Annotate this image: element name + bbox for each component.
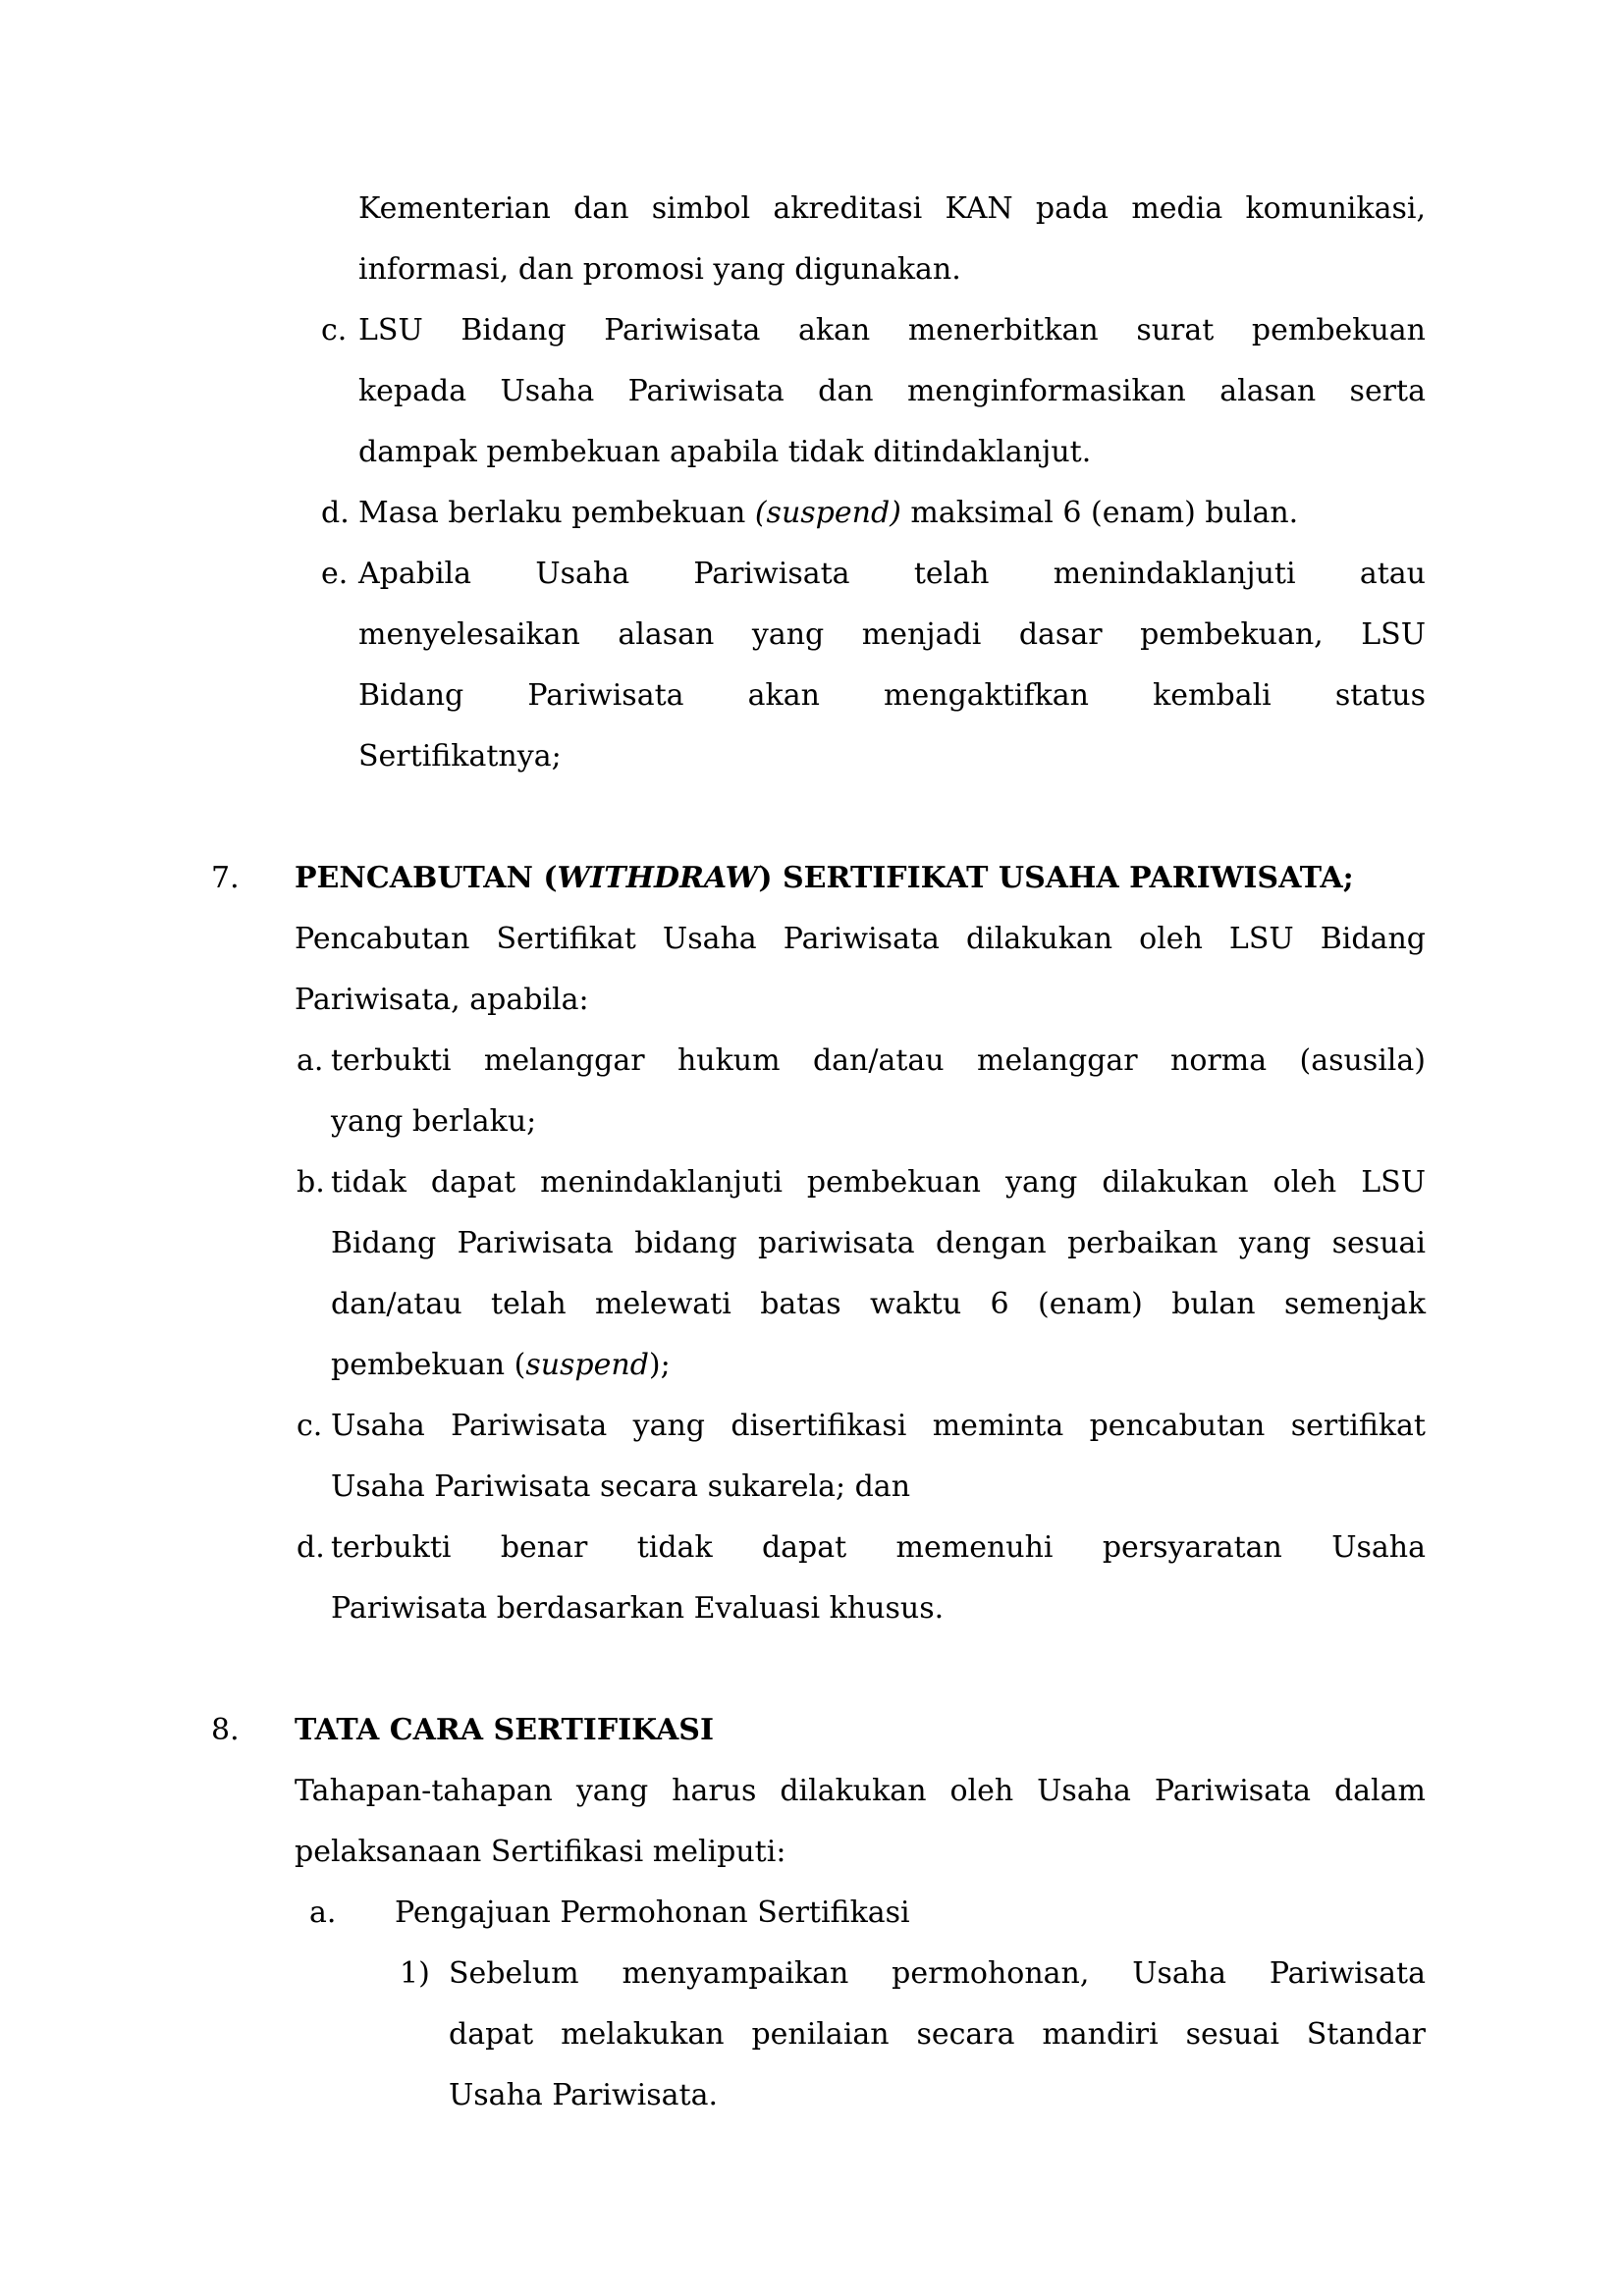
text-line xyxy=(358,300,1426,361)
text-segment: terbukti benar tidak dapat memenuhi persyaratan Usaha xyxy=(331,1530,1426,1565)
list-marker: d. xyxy=(297,1530,325,1565)
section-8-heading xyxy=(0,1700,1624,1761)
text-segment: Bidang Pariwisata akan mengaktifkan kembali status xyxy=(358,678,1426,713)
list-item-1 xyxy=(0,1944,1624,2126)
block-text xyxy=(295,1761,1426,1883)
text-line xyxy=(358,483,1426,544)
list-marker: a. xyxy=(309,1896,337,1930)
list-item-b xyxy=(0,1152,1624,1396)
text-line xyxy=(295,970,1426,1031)
text-line xyxy=(358,179,1426,240)
section-7-heading xyxy=(0,848,1624,909)
text-line xyxy=(331,1152,1426,1213)
list-item-d2 xyxy=(0,1518,1624,1639)
list-marker: d. xyxy=(321,496,350,530)
list-item-d xyxy=(0,483,1624,544)
text-line xyxy=(331,1213,1426,1274)
text-segment: Tahapan-tahapan yang harus dilakukan oleh Usaha Pariwisata dalam xyxy=(295,1774,1426,1808)
text-line xyxy=(358,361,1426,422)
text-line xyxy=(331,1092,1426,1152)
text-segment: Usaha Pariwisata yang disertifikasi meminta pencabutan sertifikat xyxy=(331,1409,1426,1443)
text-segment: Pencabutan Sertifikat Usaha Pariwisata dilakukan oleh LSU Bidang xyxy=(295,922,1426,956)
text-segment: informasi, dan promosi yang digunakan. xyxy=(358,252,961,287)
text-line xyxy=(395,1883,1426,1944)
text-segment: Sebelum menyampaikan permohonan, Usaha Pariwisata xyxy=(449,1956,1426,1991)
text-segment: ); xyxy=(648,1348,671,1382)
text-line xyxy=(295,1822,1426,1883)
list-item-a xyxy=(0,1031,1624,1152)
text-line xyxy=(331,1578,1426,1639)
block-text xyxy=(295,1700,1426,1761)
text-segment: Bidang Pariwisata bidang pariwisata dengan perbaikan yang sesuai xyxy=(331,1226,1426,1260)
section-number: 7. xyxy=(211,861,240,895)
block-text xyxy=(331,1518,1426,1639)
text-line xyxy=(358,544,1426,605)
block-text xyxy=(331,1152,1426,1396)
list-marker: c. xyxy=(297,1409,323,1443)
text-segment: Usaha Pariwisata. xyxy=(449,2078,718,2112)
list-marker: e. xyxy=(321,557,349,591)
block-text xyxy=(358,544,1426,787)
section-number: 8. xyxy=(211,1713,240,1747)
text-segment: Apabila Usaha Pariwisata telah menindaklanjuti atau xyxy=(358,557,1426,591)
list-marker: b. xyxy=(297,1165,325,1200)
block-text xyxy=(331,1396,1426,1518)
text-segment: LSU Bidang Pariwisata akan menerbitkan surat pembekuan xyxy=(358,313,1426,347)
text-line xyxy=(295,848,1426,909)
text-line xyxy=(331,1031,1426,1092)
block-text xyxy=(331,1031,1426,1152)
text-line xyxy=(449,2004,1426,2065)
text-segment: maksimal 6 (enam) bulan. xyxy=(900,496,1299,530)
text-segment: Masa berlaku pembekuan xyxy=(358,496,755,530)
text-segment: terbukti melanggar hukum dan/atau melanggar norma (asusila) xyxy=(331,1043,1426,1078)
list-item-a2 xyxy=(0,1883,1624,1944)
section-8-intro xyxy=(0,1761,1624,1883)
block-text xyxy=(358,300,1426,483)
text-line xyxy=(295,909,1426,970)
text-segment: dapat melakukan penilaian secara mandiri sesuai Standar xyxy=(449,2017,1426,2052)
text-line xyxy=(331,1396,1426,1457)
text-line xyxy=(358,605,1426,666)
list-marker: 1) xyxy=(400,1956,430,1991)
block-text xyxy=(449,1944,1426,2126)
text-line xyxy=(358,666,1426,726)
text-segment: kepada Usaha Pariwisata dan menginformasikan alasan serta xyxy=(358,374,1426,408)
italic-text-segment: suspend xyxy=(525,1348,649,1382)
text-segment: dan/atau telah melewati batas waktu 6 (enam) bulan semenjak xyxy=(331,1287,1426,1321)
text-segment: Pariwisata, apabila: xyxy=(295,983,589,1017)
text-segment: menyelesaikan alasan yang menjadi dasar pembekuan, LSU xyxy=(358,617,1426,652)
text-line xyxy=(449,1944,1426,2004)
text-segment: pelaksanaan Sertifikasi meliputi: xyxy=(295,1835,786,1869)
block-text xyxy=(395,1883,1426,1944)
text-segment: TATA CARA SERTIFIKASI xyxy=(295,1713,714,1747)
text-segment: Pengajuan Permohonan Sertifikasi xyxy=(395,1896,910,1930)
text-segment: Sertifikatnya; xyxy=(358,739,562,774)
text-line xyxy=(358,240,1426,300)
text-line xyxy=(331,1274,1426,1335)
italic-text-segment: WITHDRAW xyxy=(557,861,759,895)
text-line xyxy=(331,1457,1426,1518)
text-segment: tidak dapat menindaklanjuti pembekuan yang dilakukan oleh LSU xyxy=(331,1165,1426,1200)
text-segment: Kementerian dan simbol akreditasi KAN pada media komunikasi, xyxy=(358,191,1426,226)
list-item-c2 xyxy=(0,1396,1624,1518)
block-text xyxy=(295,909,1426,1031)
text-segment: ) SERTIFIKAT USAHA PARIWISATA; xyxy=(758,861,1354,895)
text-segment: Pariwisata berdasarkan Evaluasi khusus. xyxy=(331,1591,945,1626)
text-segment: dampak pembekuan apabila tidak ditindaklanjut. xyxy=(358,435,1092,469)
text-segment: Usaha Pariwisata secara sukarela; dan xyxy=(331,1469,911,1504)
list-marker: c. xyxy=(321,313,348,347)
list-item-e xyxy=(0,544,1624,787)
italic-text-segment: (suspend) xyxy=(754,496,901,530)
list-item-c xyxy=(0,300,1624,483)
text-line xyxy=(331,1335,1426,1396)
block-text xyxy=(358,179,1426,300)
list-marker: a. xyxy=(297,1043,324,1078)
text-line xyxy=(449,2065,1426,2126)
section-7-intro xyxy=(0,909,1624,1031)
text-line xyxy=(358,726,1426,787)
text-segment: PENCABUTAN ( xyxy=(295,861,558,895)
paragraph-continuation xyxy=(0,179,1624,300)
text-segment: pembekuan ( xyxy=(331,1348,526,1382)
text-line xyxy=(295,1700,1426,1761)
text-line xyxy=(331,1518,1426,1578)
text-line xyxy=(358,422,1426,483)
block-text xyxy=(295,848,1426,909)
text-segment: yang berlaku; xyxy=(331,1104,537,1139)
text-line xyxy=(295,1761,1426,1822)
block-text xyxy=(358,483,1426,544)
